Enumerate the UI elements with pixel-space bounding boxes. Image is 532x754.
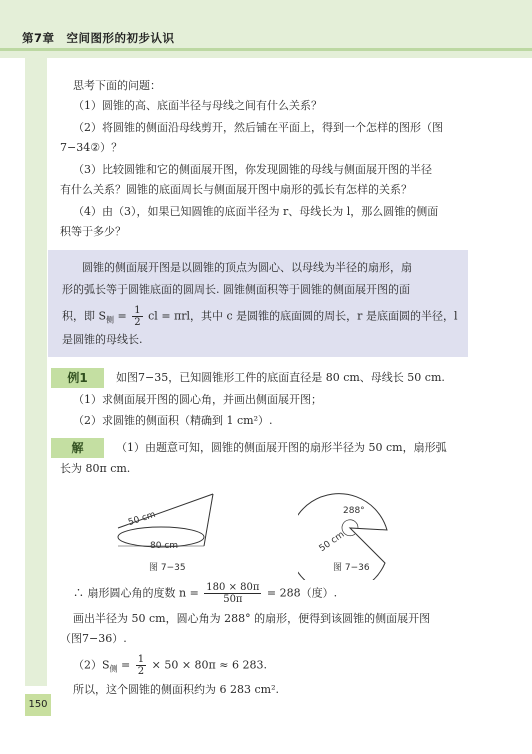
theorem-formula-subscript: 侧 (106, 315, 115, 325)
questions-intro: 思考下面的问题： (73, 79, 161, 92)
theorem-line-1: 圆锥的侧面展开图是以圆锥的顶点为圆心、以母线为半径的扇形，扇 (82, 261, 412, 274)
sector-radius-label: 50 cm (317, 529, 347, 555)
example-question-2: （2）求圆锥的侧面积（精确到 1 cm²）. (73, 414, 273, 427)
area-calculation (73, 654, 503, 680)
theorem-line-4: 是圆锥的母线长. (62, 333, 143, 346)
cone-slant-label: 50 cm (127, 509, 157, 529)
question-2-line2: 7−34②）？ (60, 141, 123, 154)
draw-line-2: （图7−36）. (60, 632, 127, 645)
sector-caption: 图 7−36 (333, 563, 370, 573)
angle-calc-result: = 288（度）. (263, 586, 338, 600)
theorem-formula-equals: = (114, 309, 131, 323)
solution-line-2: 长为 80π cm. (60, 462, 131, 475)
question-4-line2: 积等于多少？ (60, 225, 126, 238)
example-tag: 例1 (51, 368, 104, 388)
question-1: （1）圆锥的高、底面半径与母线之间有什么关系？ (73, 99, 322, 112)
example-statement: 如图7−35，已知圆锥形工件的底面直径是 80 cm、母线长 50 cm. (116, 371, 445, 384)
angle-calculation (73, 582, 503, 605)
angle-fraction-denominator: 50π (223, 594, 243, 605)
theorem-formula-rest: cl = πrl，其中 c 是圆锥的底面圆的周长，r 是底面圆的半径，l (144, 309, 458, 323)
question-3-line1: （3）比较圆锥和它的侧面展开图，你发现圆锥的母线与侧面展开图的半径 (73, 163, 432, 176)
page-number: 150 (25, 694, 51, 716)
solution-line-1: （1）由题意可知，圆锥的侧面展开图的扇形半径为 50 cm，扇形弧 (116, 441, 447, 454)
area-calc-equals: = (117, 658, 134, 672)
header-divider (0, 48, 532, 51)
conclusion: 所以，这个圆锥的侧面积约为 6 283 cm². (73, 683, 279, 696)
theorem-fraction-denominator: 2 (134, 317, 141, 328)
theorem-fraction-numerator: 1 (134, 305, 141, 316)
area-fraction-denominator: 2 (137, 666, 145, 677)
area-fraction (136, 654, 146, 677)
question-4-line1: （4）由（3），如果已知圆锥的底面半径为 r、母线长为 l，那么圆锥的侧面 (73, 205, 439, 218)
chapter-title: 第7章 空间图形的初步认识 (22, 31, 175, 45)
solution-tag: 解 (51, 438, 104, 458)
question-2-line1: （2）将圆锥的侧面沿母线剪开，然后铺在平面上，得到一个怎样的图形（图 (73, 121, 443, 134)
area-calc-prefix: （2）S (73, 658, 110, 672)
cone-base-label: 80 cm (150, 541, 179, 551)
area-calc-result: × 50 × 80π ≈ 6 283. (148, 658, 267, 672)
theorem-formula-prefix: 积，即 S (62, 309, 107, 323)
area-calc-subscript: 侧 (109, 664, 118, 674)
cone-slant-bottom (204, 494, 213, 546)
area-fraction-numerator: 1 (137, 654, 145, 665)
page-margin-band (25, 58, 47, 686)
draw-line-1: 画出半径为 50 cm，圆心角为 288° 的扇形，便得到该圆锥的侧面展开图 (73, 612, 431, 625)
theorem-line-3 (62, 305, 457, 331)
theorem-line-2: 形的弧长等于圆锥底面的圆周长. 圆锥侧面积等于圆锥的侧面展开图的面 (62, 283, 410, 296)
example-question-1: （1）求侧面展开图的圆心角，并画出侧面展开图； (73, 393, 322, 406)
angle-fraction (204, 582, 261, 605)
sector-angle-label: 288° (343, 506, 365, 516)
cone-caption: 图 7−35 (149, 563, 186, 573)
question-3-line2: 有什么关系？圆锥的底面周长与侧面展开图中扇形的弧长有怎样的关系？ (60, 183, 412, 196)
theorem-fraction (132, 305, 142, 328)
angle-fraction-numerator: 180 × 80π (206, 582, 260, 593)
angle-calc-prefix: ∴ 扇形圆心角的度数 n = (73, 586, 203, 600)
